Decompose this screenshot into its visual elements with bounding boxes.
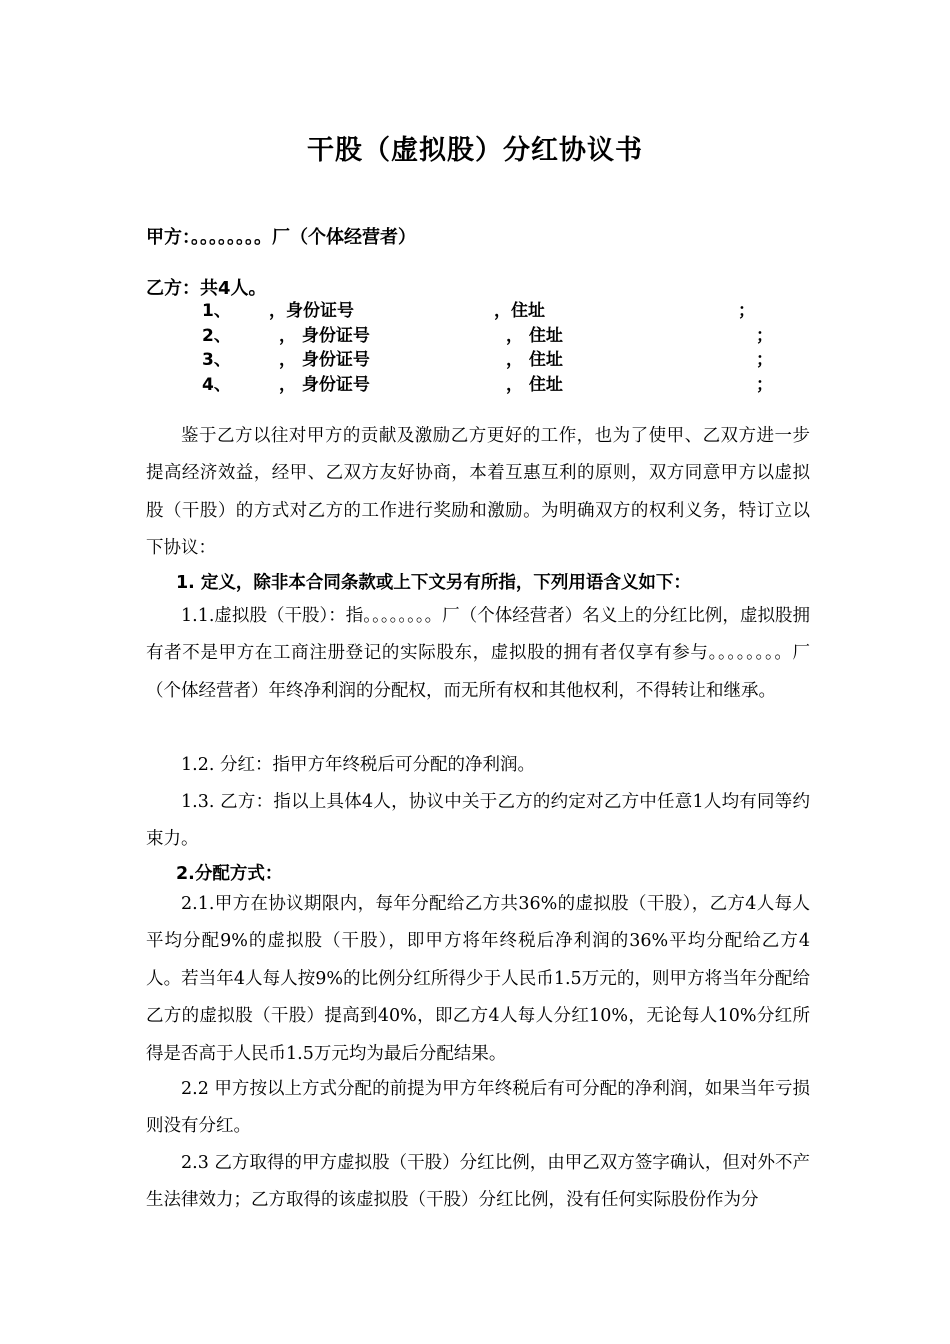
party-a-line: 甲方：。。。。。。。。厂（个体经营者） xyxy=(146,227,416,248)
member-row-1 xyxy=(0,300,950,322)
member-end-mark: ； xyxy=(756,350,773,370)
member-id-label: ，身份证号 xyxy=(269,301,354,321)
member-number: 4、 xyxy=(202,375,231,395)
member-id-label: ， 身份证号 xyxy=(279,350,370,370)
clause-2-2: 2.2 甲方按以上方式分配的前提为甲方年终税后有可分配的净利润，如果当年亏损则没有分红。 xyxy=(146,1079,810,1137)
member-number: 2、 xyxy=(202,326,231,346)
member-address-label: ， 住址 xyxy=(506,375,563,395)
clause-2-1: 2.1.甲方在协议期限内，每年分配给乙方共36%的虚拟股（干股），乙方4人每人平均分配9%的虚拟股（干股），即甲方将年终税后净利润的36%平均分配给乙方4人。若当年4人每人按9%的比例分红所得少于人民币1.5万元的，则甲方将当年分配给乙方的虚拟股（干股）提高到40%，即乙方4人每人分红10%，无论每人10%分红所得是否高于人民币1.5万元均为最后分配结果。 xyxy=(146,894,810,1064)
member-address-label: ， 住址 xyxy=(506,350,563,370)
member-row-3 xyxy=(0,349,950,371)
party-b-header: 乙方：共4人。 xyxy=(146,278,267,299)
member-id-label: ， 身份证号 xyxy=(279,375,370,395)
clause-2-3: 2.3 乙方取得的甲方虚拟股（干股）分红比例，由甲乙双方签字确认，但对外不产生法律效力；乙方取得的该虚拟股（干股）分红比例，没有任何实际股份作为分 xyxy=(146,1153,810,1211)
member-row-2 xyxy=(0,325,950,347)
member-id-label: ， 身份证号 xyxy=(279,326,370,346)
member-number: 1、 xyxy=(202,301,231,321)
member-number: 3、 xyxy=(202,350,231,370)
clause-1-1: 1.1.虚拟股（干股）：指。。。。。。。。厂（个体经营者）名义上的分红比例，虚拟股拥有者不是甲方在工商注册登记的实际股东，虚拟股的拥有者仅享有参与。。。。。。。。厂（个体经营者）年终净利润的分配权，而无所有权和其他权利，不得转让和继承。 xyxy=(146,606,810,701)
preamble-paragraph: 鉴于乙方以往对甲方的贡献及激励乙方更好的工作，也为了使甲、乙双方进一步提高经济效益，经甲、乙双方友好协商，本着互惠互利的原则，双方同意甲方以虚拟股（干股）的方式对乙方的工作进行奖励和激励。为明确双方的权利义务，特订立以下协议： xyxy=(146,426,810,559)
section-1-heading: 1. 定义，除非本合同条款或上下文另有所指，下列用语含义如下： xyxy=(176,573,691,593)
member-address-label: ， 住址 xyxy=(506,326,563,346)
document-title: 干股（虚拟股）分红协议书 xyxy=(307,135,643,166)
member-end-mark: ； xyxy=(738,301,755,321)
clause-1-2: 1.2. 分红：指甲方年终税后可分配的净利润。 xyxy=(181,755,535,775)
member-end-mark: ； xyxy=(756,326,773,346)
member-row-4 xyxy=(0,374,950,396)
clause-1-3: 1.3. 乙方：指以上具体4人，协议中关于乙方的约定对乙方中任意1人均有同等约束力。 xyxy=(146,792,810,850)
section-2-heading: 2.分配方式： xyxy=(176,864,283,884)
member-end-mark: ； xyxy=(756,375,773,395)
member-address-label: ，住址 xyxy=(494,301,545,321)
